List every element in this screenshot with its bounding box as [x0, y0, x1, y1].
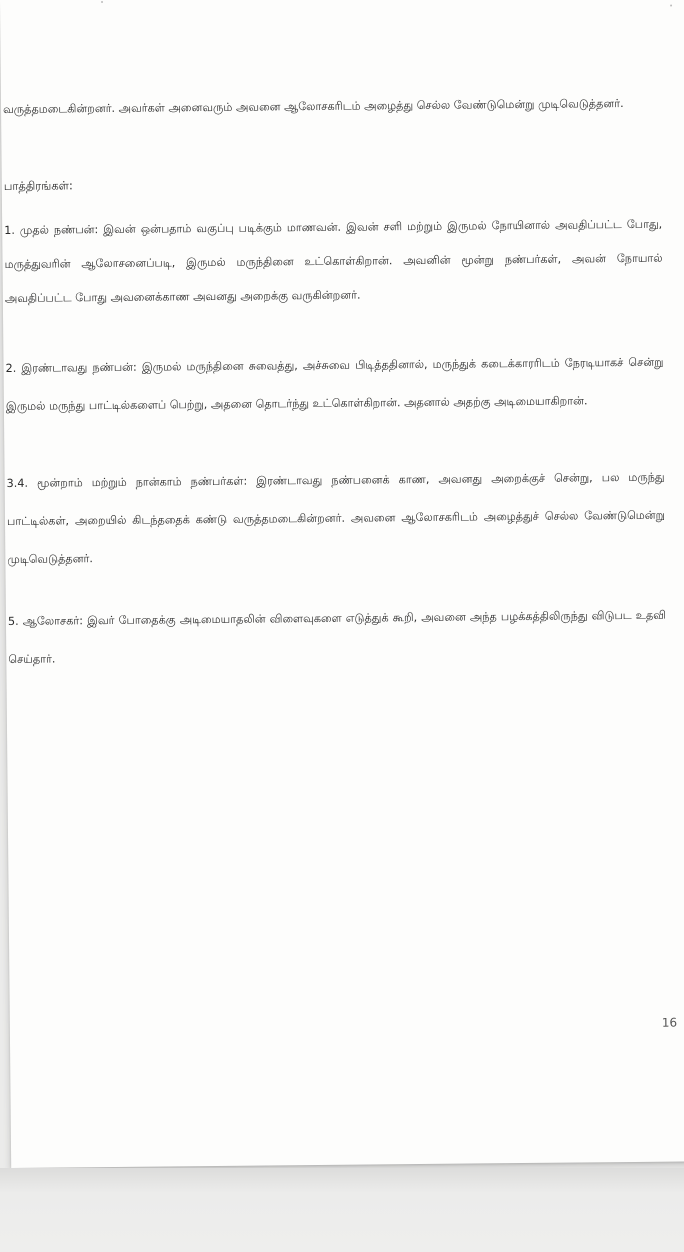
characters-heading: பாத்திரங்கள்: [3, 178, 73, 193]
page-number: 16 [661, 1015, 678, 1030]
character-5-paragraph: 5. ஆலோசகர்: இவர் போதைக்கு அடிமையாதலின் விளைவுகளை எடுத்துக் கூறி, அவனை அந்த பழக்கத்திலிருந்து விடுபட உதவி செய்தார். [7, 608, 666, 666]
scan-speck [101, 1, 103, 3]
page-shadow [0, 1168, 684, 1252]
character-1-paragraph: 1. முதல் நண்பன்: இவன் ஒன்பதாம் வகுப்பு படிக்கும் மாணவன். இவன் சளி மற்றும் இருமல் நோயினால் அவதிப்பட்ட போது, மருத்துவரின் ஆலோசனைப்படி, இருமல் மருந்தினை உட்கொள்கிறான். அவனின் மூன்று நண்பர்கள், அவன் நோயால் அவதிப்பட்ட போது அவனைக்காண அவனது அறைக்கு வருகின்றனர். [4, 217, 663, 305]
character-3-4-paragraph: 3.4. மூன்றாம் மற்றும் நான்காம் நண்பர்கள்: இரண்டாவது நண்பனைக் காண, அவனது அறைக்குச் சென்று, பல மருந்து பாட்டில்கள், அறையில் கிடந்ததைக் கண்டு வருத்தமடைகின்றனர். அவனை ஆலோசகரிடம் அழைத்துச் செல்ல வேண்டுமென்று முடிவெடுத்தனர். [6, 470, 666, 566]
scan-speck [670, 5, 672, 7]
intro-paragraph: வருத்தமடைகின்றனர். அவர்கள் அனைவரும் அவனை ஆலோசகரிடம் அழைத்து செல்ல வேண்டுமென்று முடிவெடுத்தனர். [2, 97, 624, 116]
character-2-paragraph: 2. இரண்டாவது நண்பன்: இருமல் மருந்தினை சுவைத்து, அச்சுவை பிடித்ததினால், மருந்துக் கடைக்காரரிடம் நேரடியாகச் சென்று இருமல் மருந்து பாட்டில்களைப் பெற்று, அதனை தொடர்ந்து உட்கொள்கிறான். அதனால் அதற்கு அடிமையாகிறான். [5, 355, 664, 413]
